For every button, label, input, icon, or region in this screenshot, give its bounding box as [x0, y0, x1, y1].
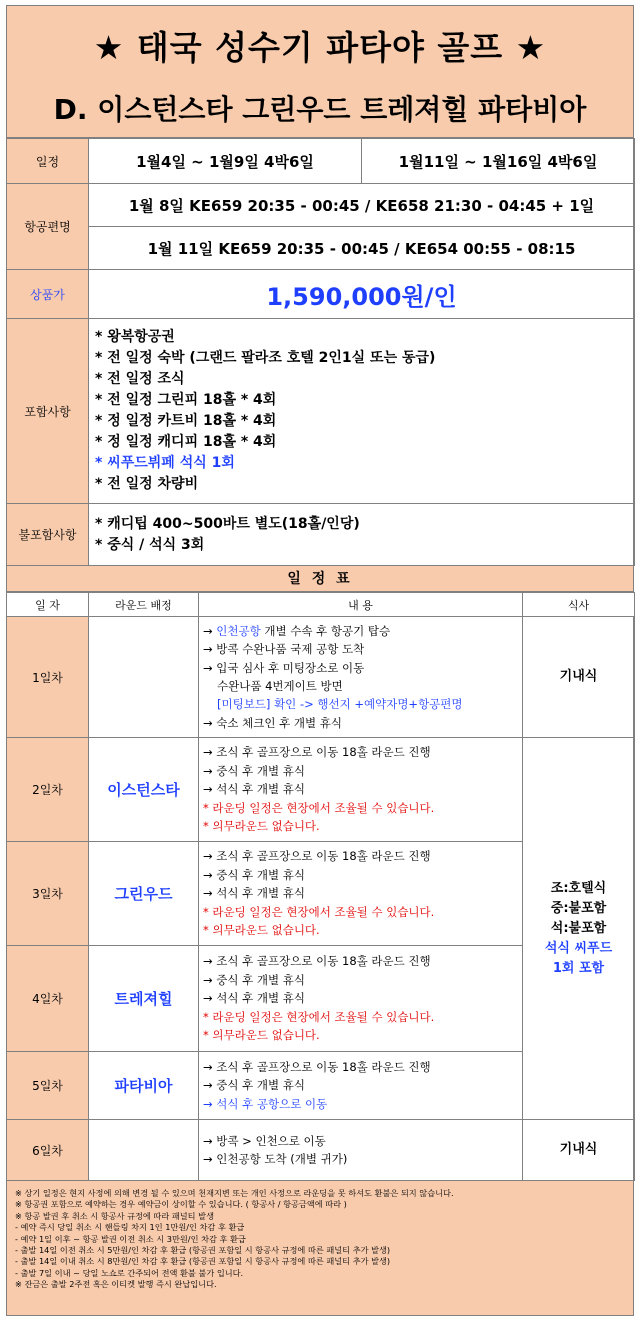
table-row	[7, 738, 635, 842]
itinerary-header-row	[7, 593, 635, 617]
included-list	[89, 319, 635, 504]
note-line: - 출발 14일 이내 취소 시 8만원/인 차감 후 환급 (항공권 포함일 시 항공사 규정에 따른 패널티 추가 발생)	[15, 1256, 391, 1267]
meal-cell: 기내식	[523, 1120, 635, 1181]
list-item: * 캐디팁 400~500바트 별도(18홀/인당)	[95, 515, 360, 532]
list-item: * 전 일정 차량비	[95, 476, 199, 492]
note-line: - 예약 즉시 당일 취소 시 핸들링 차지 1인 1만원/인 차감 후 환급	[15, 1222, 245, 1233]
round-course: 이스턴스타	[89, 738, 199, 842]
note-line: - 출발 7일 이내 ~ 당일 노쇼로 간주되어 전액 환불 불가 입니다.	[15, 1267, 244, 1278]
itinerary-title: 일 정 표	[6, 565, 634, 592]
round-course: 트레져힐	[89, 946, 199, 1052]
note-line: ※ 상기 일정은 현지 사정에 의해 변경 될 수 있으며 천재지변 또는 개인 사정으로 라운딩을 못 하셔도 환불은 되지 않습니다.	[15, 1188, 454, 1198]
flight-info-1: 1월 8일 KE659 20:35 - 00:45 / KE658 21:30 - 04:45 + 1일	[89, 184, 635, 227]
included-label: 포함사항	[7, 319, 89, 504]
list-item: * 전 일정 조식	[95, 371, 185, 387]
list-item: * 왕복항공권	[95, 329, 175, 345]
meal-cell: 기내식	[523, 617, 635, 738]
round-course: 파타비아	[89, 1052, 199, 1120]
page-subtitle: D. 이스턴스타 그린우드 트레져힐 파타비아	[53, 93, 587, 126]
header-round: 라운드 배정	[89, 593, 199, 617]
airport-name: 인천공항	[216, 623, 261, 638]
note-line: - 예약 1일 이후 ~ 항공 발권 이전 취소 시 3만원/인 차감 후 환급	[15, 1233, 246, 1244]
page-title: ★ 태국 성수기 파타야 골프 ★	[93, 28, 547, 67]
list-item: * 정 일정 캐디피 18홀 * 4회	[95, 434, 277, 450]
day-content: → 방콕 > 인천으로 이동 → 인천공항 도착 (개별 귀가)	[199, 1120, 523, 1181]
schedule-option-2: 1월11일 ~ 1월16일 4박6일	[362, 139, 635, 184]
day-label: 2일차	[7, 738, 89, 842]
note-line: - 출발 14일 이전 취소 시 5만원/인 차감 후 환급 (항공권 포함일 시 항공사 규정에 따른 패널티 추가 발생)	[15, 1245, 391, 1256]
round-cell	[89, 1120, 199, 1181]
day-label: 1일차	[7, 617, 89, 738]
excluded-list	[89, 504, 635, 566]
day-content: → 조식 후 골프장으로 이동 18홀 라운드 진행 → 중식 후 개별 휴식 → 석식 후 개별 휴식 * 라운딩 일정은 현장에서 조율될 수 있습니다. * 의무라운드 없습니다.	[199, 738, 523, 842]
day-content: → 조식 후 골프장으로 이동 18홀 라운드 진행 → 중식 후 개별 휴식 → 석식 후 개별 휴식 * 라운딩 일정은 현장에서 조율될 수 있습니다. * 의무라운드 없습니다.	[199, 946, 523, 1052]
day-content: → 조식 후 골프장으로 이동 18홀 라운드 진행 → 중식 후 개별 휴식 → 석식 후 개별 휴식 * 라운딩 일정은 현장에서 조율될 수 있습니다. * 의무라운드 없습니다.	[199, 842, 523, 946]
flight-label: 항공편명	[7, 184, 89, 270]
golf-meal-cell: 조:호텔식 중:불포함 석:불포함 석식 씨푸드 1회 포함	[523, 738, 635, 1120]
list-item: * 정 일정 카트비 18홀 * 4회	[95, 413, 277, 429]
day-label: 6일차	[7, 1120, 89, 1181]
flight-info-2: 1월 11일 KE659 20:35 - 00:45 / KE654 00:55 - 08:15	[89, 227, 635, 270]
included-row	[7, 319, 635, 504]
round-cell	[89, 617, 199, 738]
excluded-row	[7, 504, 635, 566]
price-row	[7, 270, 635, 319]
itinerary-table	[6, 592, 635, 1181]
flight-row-1	[7, 184, 635, 227]
header-content: 내 용	[199, 593, 523, 617]
title-banner	[6, 5, 634, 138]
note-line: ※ 항공권 포함으로 예약하는 경우 예약금이 상이할 수 있습니다. ( 항공사 / 항공금액에 따라 )	[15, 1199, 347, 1210]
flight-row-2	[7, 227, 635, 270]
notes-box	[6, 1180, 634, 1316]
day-content: → 인천공항 개별 수속 후 항공기 탑승 → 방콕 수완나품 국제 공항 도착 → 입국 심사 후 미팅장소로 이동 수완나품 4번게이트 방면 [미팅보드] 확인 -> 행선지 +예약자명+항공편명 → 숙소 체크인 후 개별 휴식	[199, 617, 523, 738]
day-content: → 조식 후 골프장으로 이동 18홀 라운드 진행 → 중식 후 개별 휴식 → 석식 후 공항으로 이동	[199, 1052, 523, 1120]
header-day: 일 자	[7, 593, 89, 617]
table-row	[7, 617, 635, 738]
schedule-label: 일정	[7, 139, 89, 184]
price-value: 1,590,000원/인	[89, 270, 635, 319]
note-line: ※ 잔금은 출발 2주전 혹은 이티켓 발행 즉시 완납입니다.	[15, 1279, 217, 1290]
list-item: * 전 일정 숙박 (그랜드 팔라조 호텔 2인1실 또는 동급)	[95, 350, 436, 366]
schedule-option-1: 1월4일 ~ 1월9일 4박6일	[89, 139, 362, 184]
note-line: ※ 항공 발권 후 취소 시 항공사 규정에 따라 패널티 발생	[15, 1210, 214, 1221]
list-item: * 씨푸드뷔페 석식 1회	[95, 455, 235, 471]
day-label: 5일차	[7, 1052, 89, 1120]
list-item: * 전 일정 그린피 18홀 * 4회	[95, 392, 277, 408]
excluded-label: 불포함사항	[7, 504, 89, 566]
round-course: 그린우드	[89, 842, 199, 946]
header-meal: 식사	[523, 593, 635, 617]
product-info-table	[6, 138, 635, 566]
day-label: 3일차	[7, 842, 89, 946]
table-row	[7, 1120, 635, 1181]
list-item: * 중식 / 석식 3회	[95, 536, 205, 553]
schedule-row	[7, 139, 635, 184]
day-label: 4일차	[7, 946, 89, 1052]
price-label: 상품가	[7, 270, 89, 319]
